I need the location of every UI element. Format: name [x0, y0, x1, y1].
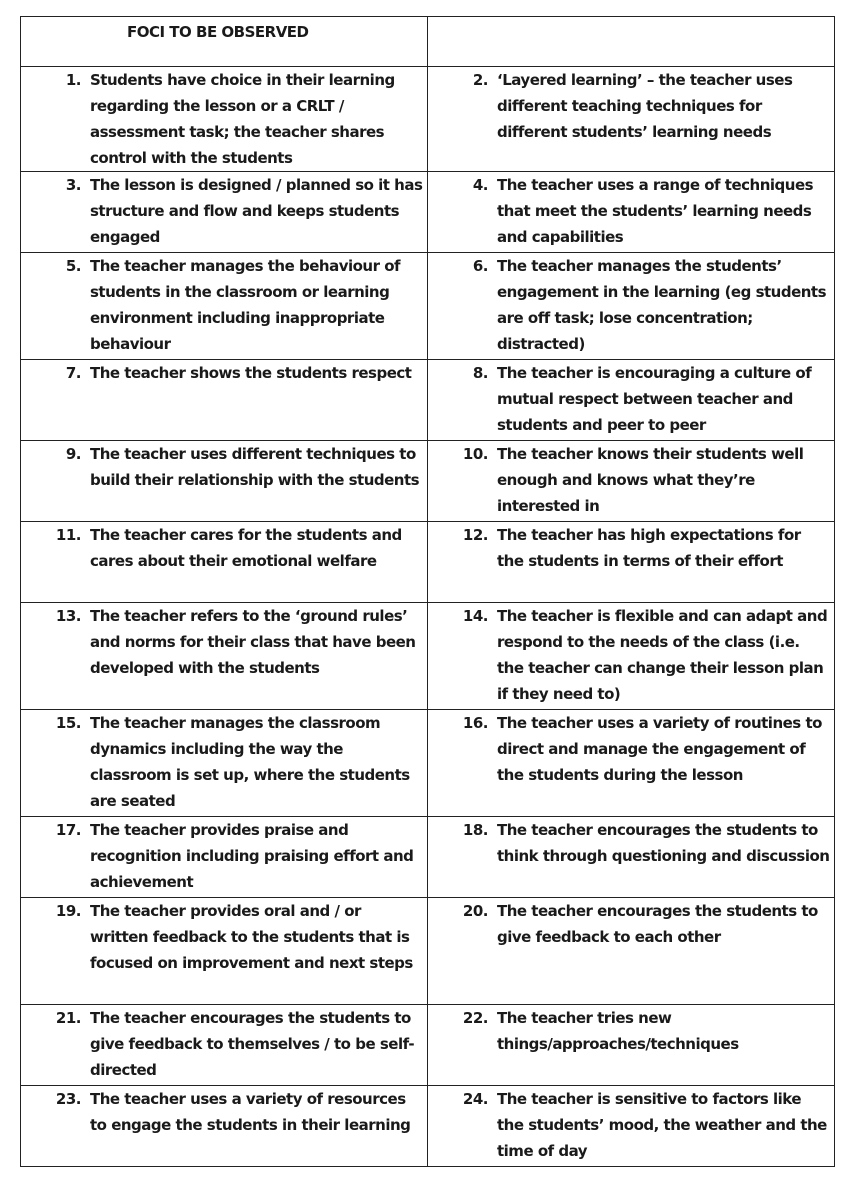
focus-text: The teacher has high expectations for the students in terms of their effort	[497, 526, 801, 570]
focus-cell	[428, 1086, 835, 1167]
focus-text: The teacher refers to the ‘ground rules’ and norms for their class that have been developed with the students	[90, 607, 416, 677]
focus-number: 15.	[55, 714, 81, 732]
header-cell-right	[428, 17, 835, 67]
table-row	[21, 710, 835, 817]
focus-cell	[21, 522, 428, 603]
focus-number: 11.	[55, 526, 81, 544]
focus-number: 10.	[462, 445, 488, 463]
header-cell-left	[21, 17, 428, 67]
focus-item	[428, 441, 834, 519]
focus-cell	[21, 603, 428, 710]
focus-cell	[428, 710, 835, 817]
focus-text: The teacher manages the students’ engagement in the learning (eg students are off task; lose concentration; distracted)	[497, 257, 827, 353]
focus-text: The teacher manages the behaviour of students in the classroom or learning environment including inappropriate behaviour	[90, 257, 401, 353]
focus-cell	[21, 360, 428, 441]
focus-item	[21, 253, 427, 357]
focus-cell	[21, 1086, 428, 1167]
focus-item	[21, 817, 427, 895]
focus-cell	[428, 67, 835, 172]
focus-number: 24.	[462, 1090, 488, 1108]
focus-item	[428, 522, 834, 574]
table-heading: FOCI TO BE OBSERVED	[127, 23, 309, 41]
focus-item	[21, 522, 427, 574]
focus-cell	[21, 253, 428, 360]
focus-text: The lesson is designed / planned so it has structure and flow and keeps students engaged	[90, 176, 423, 246]
focus-number: 17.	[55, 821, 81, 839]
focus-cell	[21, 67, 428, 172]
focus-item	[428, 710, 834, 788]
focus-item	[21, 1086, 427, 1138]
focus-cell	[428, 441, 835, 522]
focus-text: The teacher is flexible and can adapt and respond to the needs of the class (i.e. the teacher can change their lesson plan if they need to)	[497, 607, 828, 703]
focus-number: 8.	[472, 364, 488, 382]
focus-number: 23.	[55, 1090, 81, 1108]
focus-number: 2.	[472, 71, 488, 89]
focus-item	[21, 710, 427, 814]
focus-text: The teacher shows the students respect	[90, 364, 412, 382]
focus-number: 18.	[462, 821, 488, 839]
focus-text: The teacher manages the classroom dynamics including the way the classroom is set up, where the students are seated	[90, 714, 410, 810]
focus-number: 1.	[65, 71, 81, 89]
focus-text: The teacher cares for the students and cares about their emotional welfare	[90, 526, 402, 570]
focus-number: 9.	[65, 445, 81, 463]
header-row	[21, 17, 835, 67]
focus-item	[428, 1086, 834, 1164]
focus-text: Students have choice in their learning regarding the lesson or a CRLT / assessment task; the teacher shares control with the students	[90, 71, 395, 167]
focus-cell	[428, 1005, 835, 1086]
focus-number: 22.	[462, 1009, 488, 1027]
focus-number: 4.	[472, 176, 488, 194]
focus-number: 19.	[55, 902, 81, 920]
table-row	[21, 172, 835, 253]
focus-number: 20.	[462, 902, 488, 920]
focus-item	[21, 172, 427, 250]
focus-item	[21, 441, 427, 493]
focus-number: 16.	[462, 714, 488, 732]
table-row	[21, 360, 835, 441]
focus-item	[21, 898, 427, 976]
focus-item	[428, 360, 834, 438]
focus-cell	[428, 522, 835, 603]
focus-cell	[21, 898, 428, 1005]
focus-number: 12.	[462, 526, 488, 544]
focus-cell	[428, 172, 835, 253]
focus-cell	[21, 817, 428, 898]
focus-cell	[428, 817, 835, 898]
focus-item	[428, 172, 834, 250]
focus-text: The teacher provides praise and recognition including praising effort and achievement	[90, 821, 414, 891]
focus-number: 14.	[462, 607, 488, 625]
focus-item	[21, 360, 427, 386]
focus-cell	[428, 253, 835, 360]
focus-cell	[21, 710, 428, 817]
focus-text: The teacher uses a variety of resources to engage the students in their learning	[90, 1090, 411, 1134]
focus-item	[428, 67, 834, 145]
focus-number: 21.	[55, 1009, 81, 1027]
table-row	[21, 67, 835, 172]
table-row	[21, 253, 835, 360]
table-row	[21, 441, 835, 522]
table-row	[21, 603, 835, 710]
focus-text: The teacher provides oral and / or written feedback to the students that is focused on improvement and next steps	[90, 902, 413, 972]
focus-text: ‘Layered learning’ – the teacher uses different teaching techniques for different students’ learning needs	[497, 71, 793, 141]
focus-item	[428, 1005, 834, 1057]
focus-number: 5.	[65, 257, 81, 275]
foci-table-body	[21, 17, 835, 1167]
focus-text: The teacher tries new things/approaches/techniques	[497, 1009, 739, 1053]
focus-number: 3.	[65, 176, 81, 194]
focus-number: 6.	[472, 257, 488, 275]
focus-text: The teacher uses a range of techniques that meet the students’ learning needs and capabilities	[497, 176, 814, 246]
focus-cell	[21, 172, 428, 253]
table-row	[21, 1005, 835, 1086]
focus-text: The teacher is sensitive to factors like the students’ mood, the weather and the time of day	[497, 1090, 827, 1160]
focus-text: The teacher encourages the students to give feedback to each other	[497, 902, 818, 946]
focus-item	[428, 603, 834, 707]
focus-item	[21, 1005, 427, 1083]
focus-item	[428, 898, 834, 950]
focus-text: The teacher knows their students well enough and knows what they’re interested in	[497, 445, 804, 515]
focus-item	[428, 253, 834, 357]
table-row	[21, 817, 835, 898]
table-row	[21, 1086, 835, 1167]
focus-text: The teacher is encouraging a culture of mutual respect between teacher and students and peer to peer	[497, 364, 812, 434]
focus-text: The teacher uses different techniques to build their relationship with the students	[90, 445, 420, 489]
focus-text: The teacher encourages the students to give feedback to themselves / to be self-directed	[90, 1009, 415, 1079]
table-row	[21, 898, 835, 1005]
focus-cell	[21, 441, 428, 522]
foci-table	[20, 16, 835, 1167]
focus-number: 7.	[65, 364, 81, 382]
focus-item	[21, 603, 427, 681]
focus-cell	[428, 360, 835, 441]
focus-text: The teacher encourages the students to think through questioning and discussion	[497, 821, 830, 865]
focus-number: 13.	[55, 607, 81, 625]
focus-item	[428, 817, 834, 869]
focus-cell	[428, 603, 835, 710]
focus-cell	[21, 1005, 428, 1086]
focus-item	[21, 67, 427, 171]
focus-text: The teacher uses a variety of routines to direct and manage the engagement of the students during the lesson	[497, 714, 822, 784]
table-row	[21, 522, 835, 603]
focus-cell	[428, 898, 835, 1005]
